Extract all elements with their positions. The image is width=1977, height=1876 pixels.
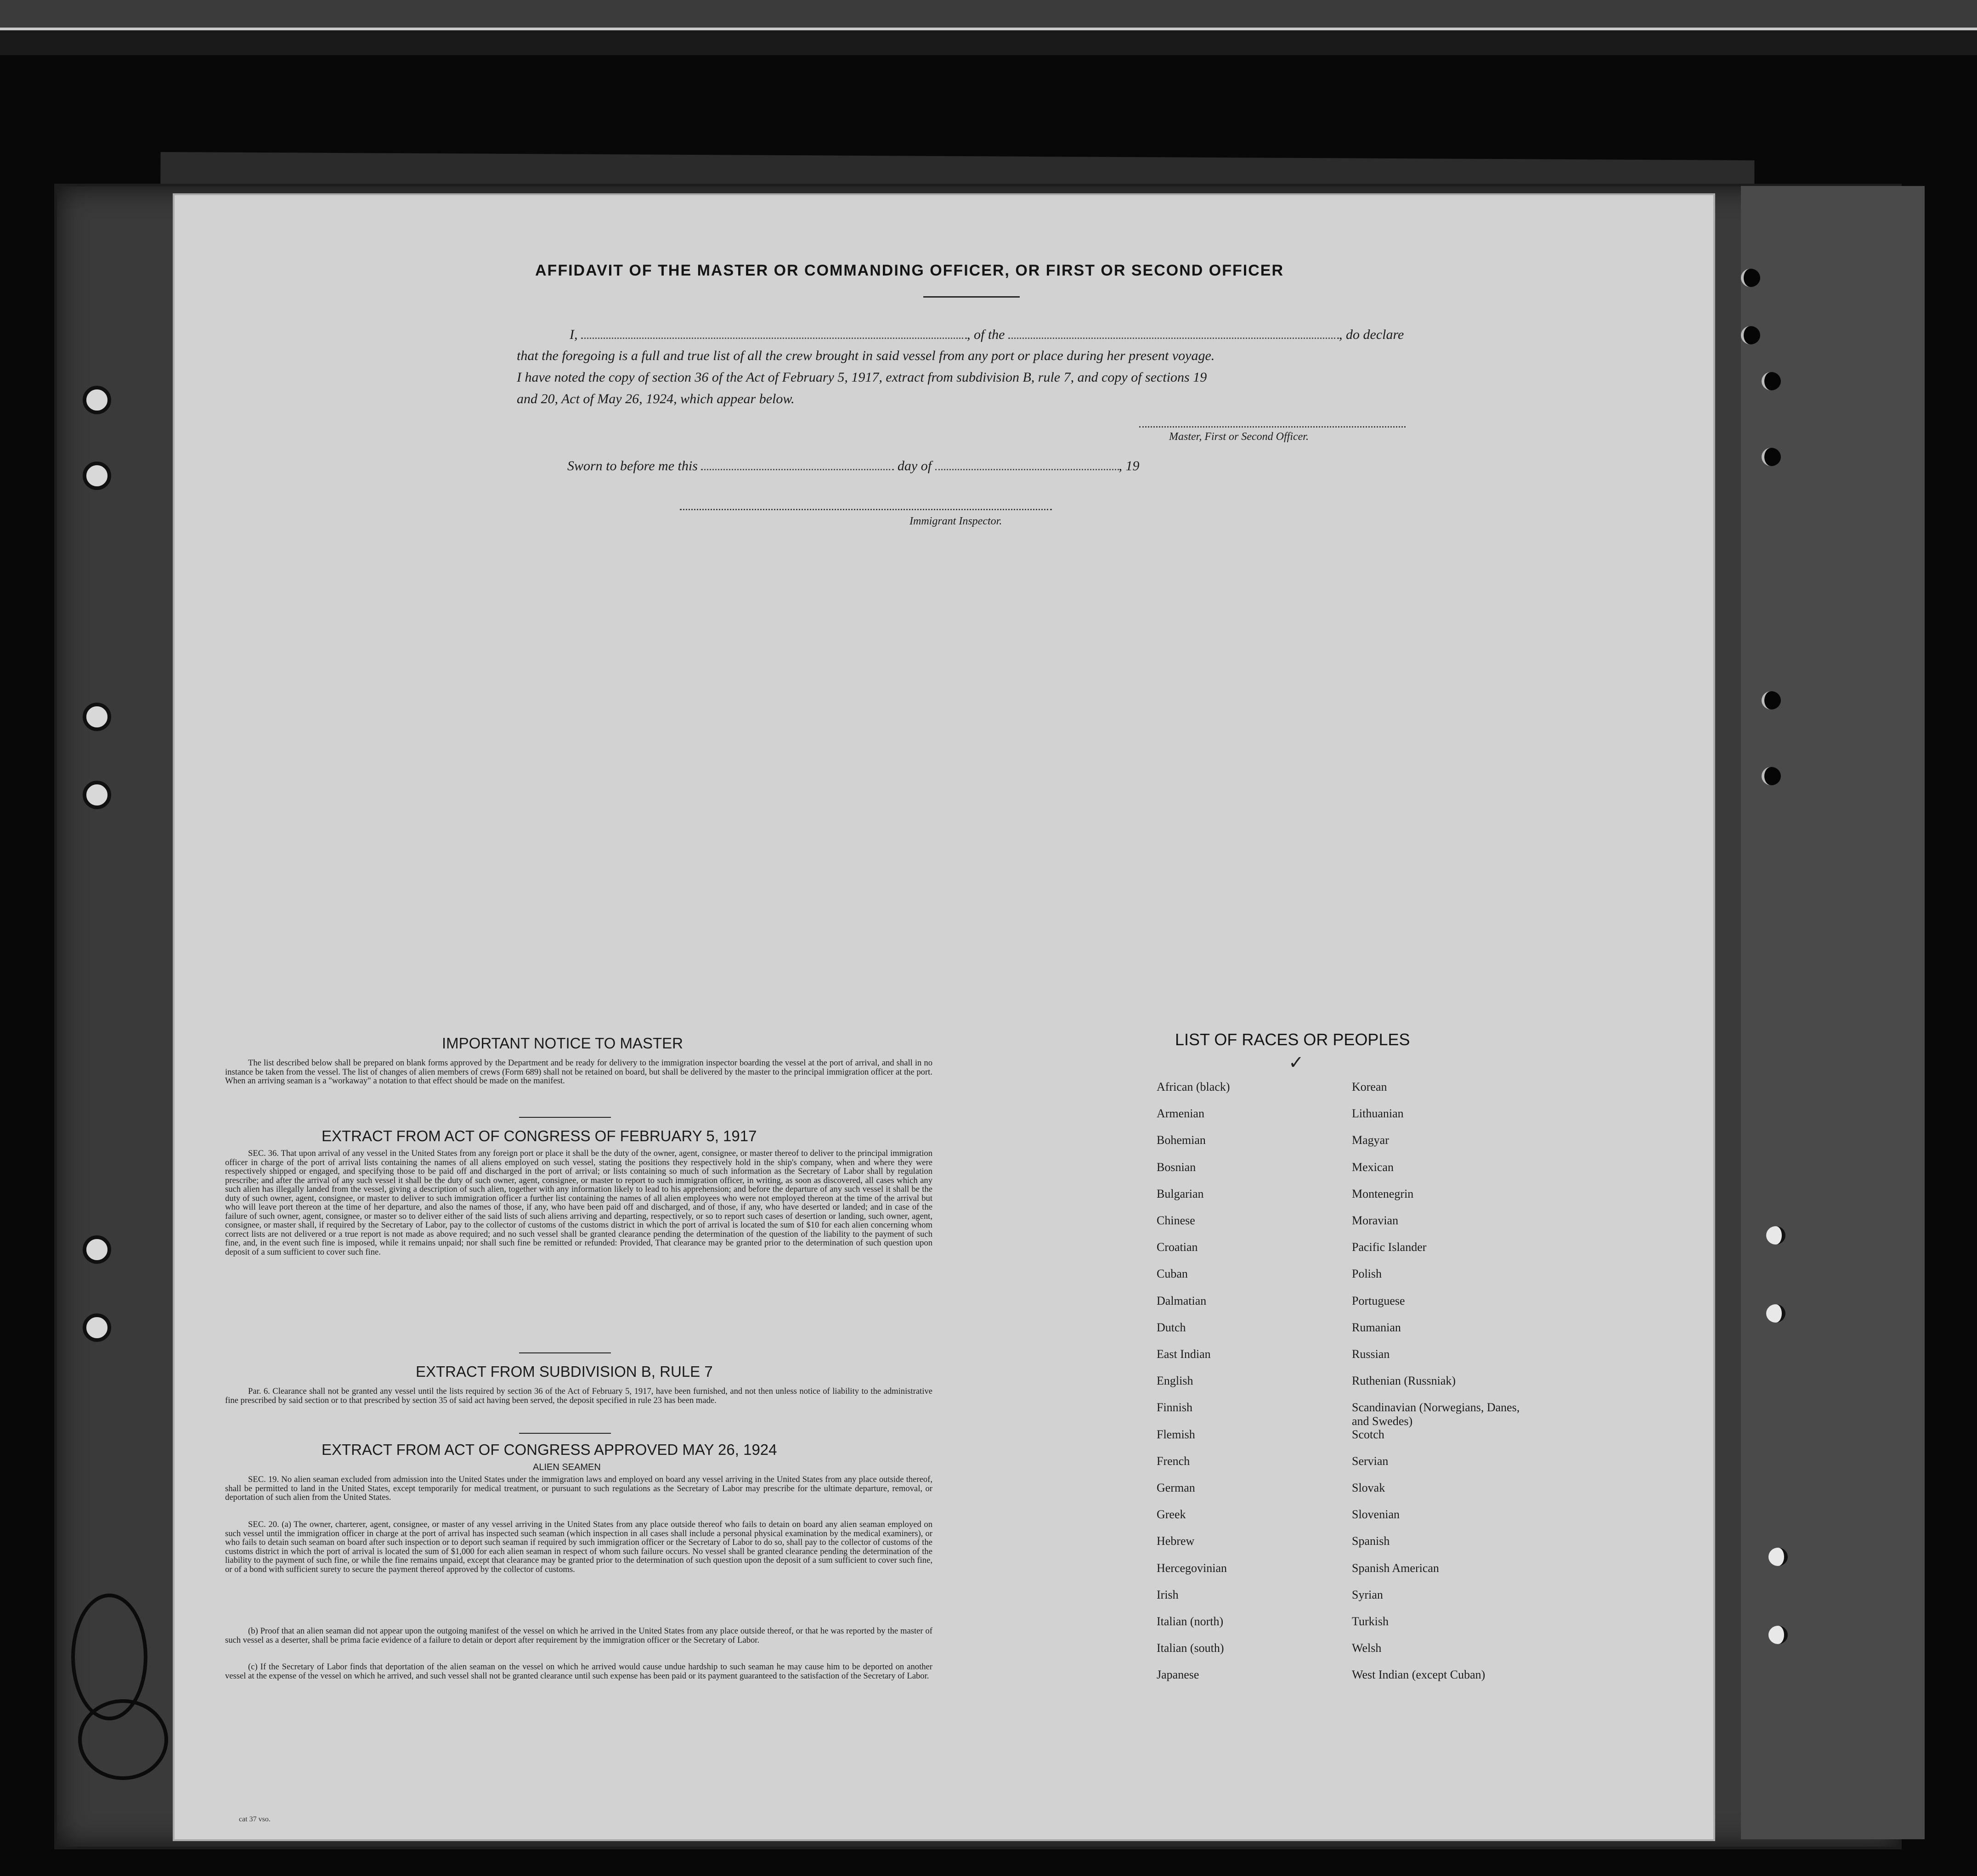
race-item: Montenegrin [1352,1187,1414,1200]
binder-mount-edge [1741,186,1925,1839]
inspector-signature-line[interactable] [680,509,1052,510]
binder-hole [1762,448,1781,466]
sworn-day-of: day of [897,458,932,473]
binder-hole [1768,1626,1788,1644]
race-item: Dutch [1157,1321,1186,1334]
extract-1924-heading: EXTRACT FROM ACT OF CONGRESS APPROVED MAY 26, 1924 [322,1441,777,1458]
race-item: Moravian [1352,1214,1399,1227]
master-caption: Master, First or Second Officer. [1169,431,1309,443]
binder-hole [1741,269,1760,287]
extract-1917-text: SEC. 36. That upon arrival of any vessel in the United States from any foreign port or place it shall be the duty of the owner, agent, consignee, or master thereof to deliver to the principal immigration officer in charge of the port of arrival lists containing the names of all aliens employed on such vessel, stating the positions they respectively hold in the ship's company, when and where they were respectively shipped or engaged, and specifying those to be paid off and discharged in the port of arrival; or lists containing so much of such information as the Secretary of Labor shall by regulation prescribe; and after the arrival of any such vessel it shall be the duty of such owner, agent, consignee, or master to report to such immigration officer, in writing, as soon as discovered, all cases which any such alien has illegally landed from the vessel, giving a description of such alien, together with any information likely to lead to his apprehension; and before the departure of any such vessel it shall be the duty of such owner, agent, consignee, or master to deliver to such immigration officer a further list containing the names of all alien employees who were not employed thereon at the time of the arrival but who will leave port thereon at the time of her departure, and also the names of those, if any, who have been paid off and discharged, and of those, if any, who have deserted or landed; and in case of the failure of such owner, agent, consignee, or master so to deliver either of the said lists of such aliens arriving and departing, respectively, or so to report such cases of desertion or landing, such owner, agent, consignee, or master shall, if required by the Secretary of Labor, pay to the collector of customs of the customs district in which the port of arrival is located the sum of $10 for each alien concerning whom correct lists are not delivered or a true report is not made as above required; and no such vessel shall be granted clearance pending the determination of the question of the liability to the payment of such fine, and, in the event such fine is imposed, while it remains unpaid; nor shall such fine be remitted or refunded: Provided, That clearance may be granted prior to the determination of such question upon deposit of a sum sufficient to cover such fine. [225,1149,932,1257]
title-rule [923,296,1020,298]
extract-1924-subheading: ALIEN SEAMEN [533,1462,601,1472]
race-item: Slovak [1352,1481,1385,1494]
extract-1917-heading: EXTRACT FROM ACT OF CONGRESS OF FEBRUARY 5, 1917 [322,1127,757,1144]
race-item: Flemish [1157,1428,1195,1441]
race-item: Irish [1157,1588,1179,1601]
race-item: Chinese [1157,1214,1195,1227]
race-item: French [1157,1454,1190,1468]
sec20b-text: (b) Proof that an alien seaman did not appear upon the outgoing manifest of the vessel on which he arrived in the United States from any place outside thereof, or that he was reported by the master of such vessel as a deserter, shall be prima facie evidence of a failure to detain or deport after requirement by the immigration officer or the Secretary of Labor. [225,1626,932,1645]
race-item: Polish [1352,1267,1382,1280]
affidavit-line-1 [570,327,1404,343]
sworn-year: , 19 [1118,458,1140,473]
form-page [175,195,1713,1839]
race-item: Mexican [1352,1161,1394,1174]
race-item: Portuguese [1352,1294,1405,1307]
race-item: Hercegovinian [1157,1561,1227,1575]
sworn-line [567,458,1140,474]
check-mark: ✓ [1288,1052,1304,1073]
binder-hole [1762,767,1781,785]
affidavit-line-3: I have noted the copy of section 36 of the Act of February 5, 1917, extract from subdivision B, rule 7, and copy of sections 19 [517,370,1207,385]
race-item: Russian [1352,1347,1390,1361]
affidavit-line-4: and 20, Act of May 26, 1924, which appear below. [517,391,795,406]
affidavit-of-the: , of the [967,327,1005,342]
binder-hole [1762,372,1781,390]
race-item: Lithuanian [1352,1107,1404,1120]
vessel-name-blank[interactable] [1008,327,1339,339]
race-item: Spanish [1352,1534,1390,1548]
sec19-text: SEC. 19. No alien seaman excluded from admission into the United States under the immigration laws and employed on board any vessel arriving in the United States from any place outside thereof, shall be permitted to land in the United States, except temporarily for medical treatment, or pursuant to such regulations as the Secretary of Labor may prescribe for the ultimate departure, removal, or deportation of such alien from the United States. [225,1475,932,1502]
inspector-caption: Immigrant Inspector. [909,515,1002,527]
ink-scribble [78,1699,168,1780]
race-item: German [1157,1481,1195,1494]
divider [519,1352,611,1353]
race-item: Turkish [1352,1615,1389,1628]
race-item: Syrian [1352,1588,1383,1601]
race-item: East Indian [1157,1347,1211,1361]
binder-hole [1766,1226,1785,1245]
race-item: Pacific Islander [1352,1240,1427,1254]
binder-hole [83,462,111,490]
race-item: Rumanian [1352,1321,1401,1334]
binder-hole [1766,1304,1785,1323]
binder-hole [1762,691,1781,710]
race-item: Bosnian [1157,1161,1196,1174]
race-item: Italian (north) [1157,1615,1224,1628]
race-item: Bohemian [1157,1133,1206,1147]
race-item: Servian [1352,1454,1389,1468]
binder-hole [83,1235,111,1264]
scanner-dark-band [0,30,1977,55]
officer-name-blank[interactable] [581,327,967,339]
race-item: Croatian [1157,1240,1198,1254]
race-item: Bulgarian [1157,1187,1204,1200]
race-item: Scotch [1352,1428,1384,1441]
notice-heading: IMPORTANT NOTICE TO MASTER [442,1035,683,1052]
scanner-top-bar [0,0,1977,30]
divider [519,1433,611,1434]
race-item: Welsh [1352,1641,1382,1655]
binder-hole [83,386,111,414]
affidavit-i: I, [570,327,578,342]
race-item: Magyar [1352,1133,1389,1147]
sworn-month-blank[interactable] [935,459,1119,470]
rule7-text: Par. 6. Clearance shall not be granted any vessel until the lists required by section 36 of the Act of February 5, 1917, have been furnished, and not then unless notice of liability to the administrative fine prescribed by said section or to that prescribed by section 35 of said act having been served, the deposit specified in rule 23 has been made. [225,1386,932,1405]
form-code: cat 37 vso. [239,1815,271,1823]
binder-hole [83,703,111,731]
race-item: Finnish [1157,1401,1193,1414]
master-signature-line[interactable] [1139,426,1406,428]
race-item: African (black) [1157,1080,1230,1093]
race-item: Scandinavian (Norwegians, Danes, and Swedes) [1352,1401,1520,1428]
sworn-day-blank[interactable] [701,459,894,470]
rule7-heading: EXTRACT FROM SUBDIVISION B, RULE 7 [416,1363,713,1380]
race-item: Armenian [1157,1107,1204,1120]
divider [519,1117,611,1118]
notice-text: The list described below shall be prepared on blank forms approved by the Department and be ready for delivery to the immigration inspector boarding the vessel at the port of arrival, and shall in no instance be taken from the vessel. The list of changes of alien members of crews (Form 689) shall not be retained on board, but shall be delivered by the master to the principal immigration officer at the port. When an arriving seaman is a "workaway" a notation to that effect should be made on the manifest. [225,1058,932,1086]
race-item: Spanish American [1352,1561,1439,1575]
race-item: Greek [1157,1508,1186,1521]
races-title: LIST OF RACES OR PEOPLES [1175,1030,1410,1049]
race-item: Hebrew [1157,1534,1195,1548]
race-item: Korean [1352,1080,1387,1093]
race-item: Dalmatian [1157,1294,1207,1307]
race-item: English [1157,1374,1193,1387]
race-item: Slovenian [1352,1508,1400,1521]
binder-hole [83,1313,111,1342]
race-item: Italian (south) [1157,1641,1224,1655]
race-item: Japanese [1157,1668,1199,1681]
sec20c-text: (c) If the Secretary of Labor finds that deportation of the alien seaman on the vessel on which he arrived would cause undue hardship to such seaman he may cause him to be deported on another vessel at the expense of the vessel on which he arrived, and such vessel shall not be granted clearance until such expense has been paid or its payment guaranteed to the satisfaction of the Secretary of Labor. [225,1662,932,1681]
binder-hole [1741,326,1760,344]
binder-hole [83,781,111,809]
sec20a-text: SEC. 20. (a) The owner, charterer, agent, consignee, or master of any vessel arriving in the United States from any place outside thereof who fails to detain on board any alien seaman employed on such vessel until the immigration officer in charge at the port of arrival has inspected such seaman (which inspection in all cases shall include a personal physical examination by the medical examiners), or who fails to detain such seaman on board after such inspection or to deport such seaman if required by such immigration officer or the Secretary of Labor to do so, shall pay to the collector of customs of the customs district in which the port of arrival is located the sum of $1,000 for each alien seaman in respect of whom such failure occurs. No vessel shall be granted clearance pending the determination of the liability to the payment of such fine, or while the fine remains unpaid, except that clearance may be granted prior to the determination of such question upon the deposit of a sum sufficient to cover such fine, or of a bond with sufficient surety to secure the payment thereof approved by the collector of customs. [225,1520,932,1574]
race-item: West Indian (except Cuban) [1352,1668,1486,1681]
affidavit-title: AFFIDAVIT OF THE MASTER OR COMMANDING OFFICER, OR FIRST OR SECOND OFFICER [535,262,1284,279]
race-item: Cuban [1157,1267,1188,1280]
race-item: Ruthenian (Russniak) [1352,1374,1456,1387]
affidavit-line-2: that the foregoing is a full and true list of all the crew brought in said vessel from any port or place during her present voyage. [517,348,1215,363]
binder-hole [1768,1548,1788,1566]
affidavit-do-declare: , do declare [1339,327,1404,342]
sworn-start: Sworn to before me this [567,458,698,473]
